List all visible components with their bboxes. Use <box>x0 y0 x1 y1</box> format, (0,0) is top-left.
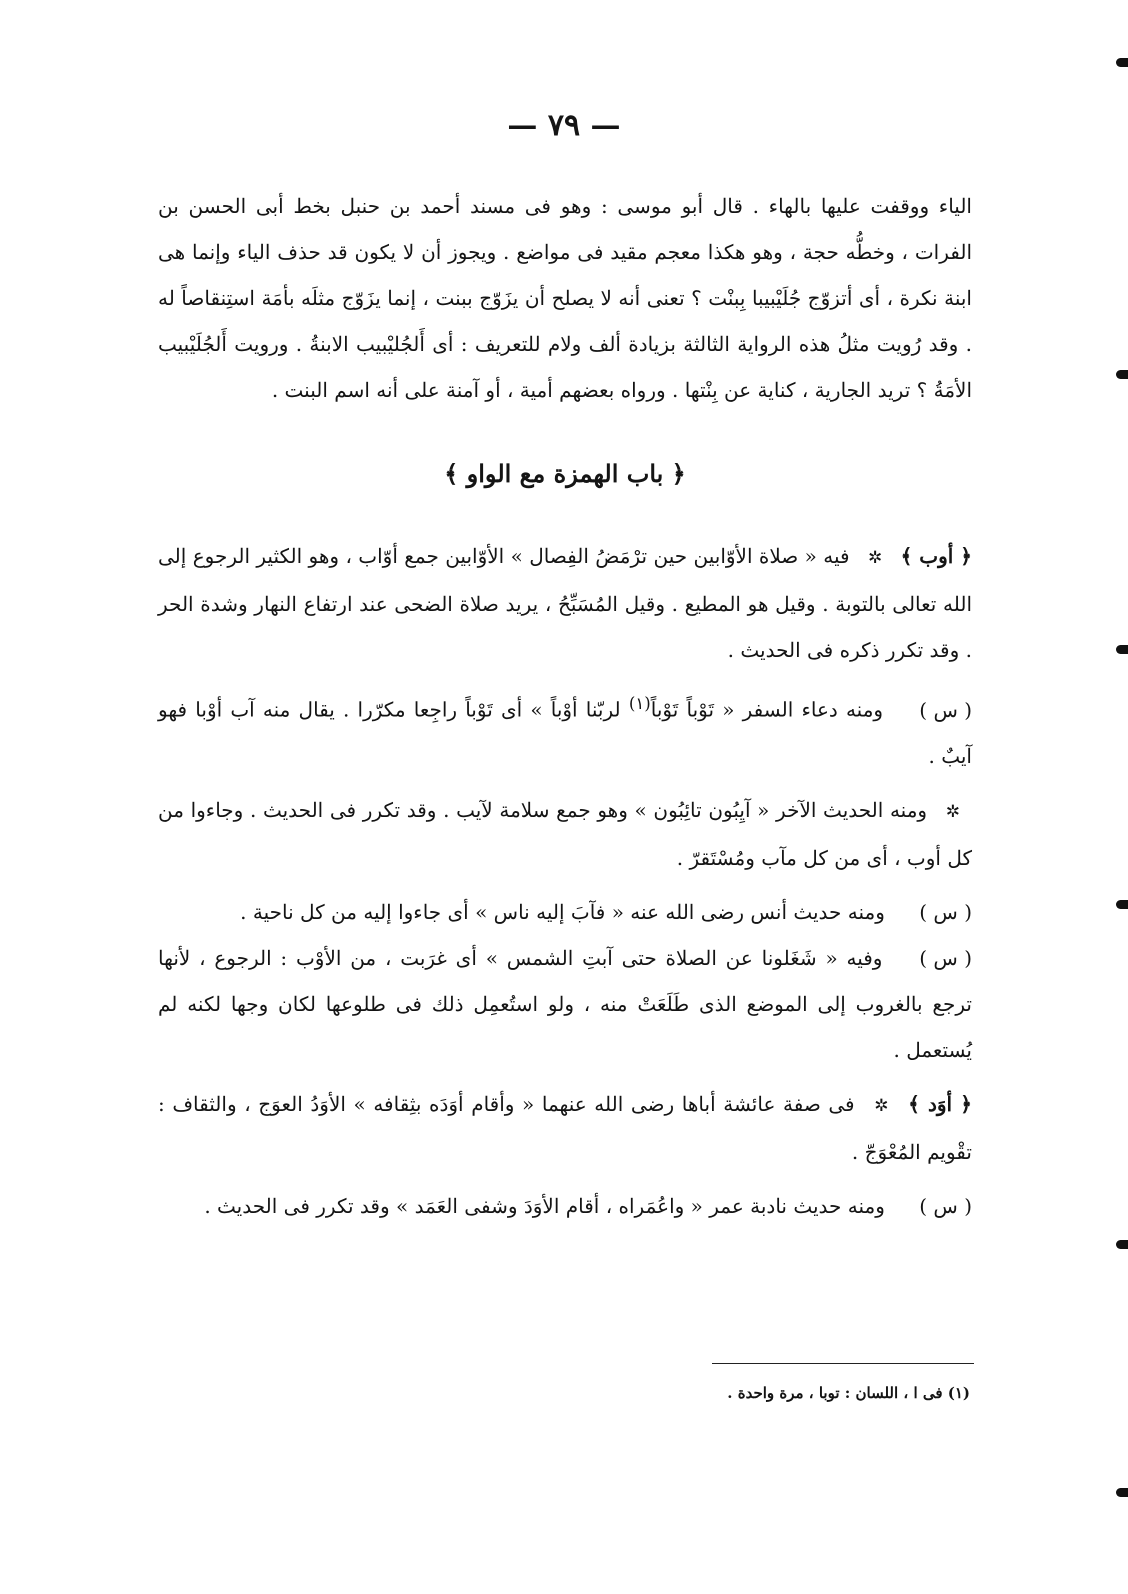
page-number: — ٧٩ — <box>507 108 621 143</box>
paragraph-continuation: الياء ووقفت عليها بالهاء . قال أبو موسى : وهو فى مسند أحمد بن حنبل بخط أبى الحسن بن الفرات ، وخطُّه حجة ، وهو هكذا معجم مقيد فى مواضع . ويجوز أن لا يكون قد حذف الياء وإنما هى ابنة نكرة ، أى أتزوّج جُلَيْبيبا بِبنْت ؟ تعنى أنه لا يصلح أن يزَوّج ببنت ، إنما يزَوّج مثلَه بأمَة استِنقاصاً له . وقد رُويت مثلُ هذه الرواية الثالثة بزيادة ألف ولام للتعريف : أى أَلجُليْبيب الابنةُ . ورويت أَلجُلَيْبيب الأمَةُ ؟ تريد الجارية ، كناية عن بِنْتها . ورواه بعضهم أمية ، أو آمنة على أنه اسم البنت . <box>158 194 973 402</box>
footnote-divider <box>712 1363 974 1364</box>
paragraph-umar <box>158 1183 972 1229</box>
paragraph-text: وفيه « شَغَلونا عن الصلاة حتى آبتِ الشمس » أى غرَبت ، من الأوْب : الرجوع ، لأنها ترجع بالغروب إلى الموضع الذى طَلَعَتْ منه ، ولو استُعمِل ذلك فى طلوعها لكان وجها لكنه لم يُستعمل . <box>158 945 972 1062</box>
main-text <box>158 183 972 1229</box>
star-icon: ✲ <box>867 548 883 568</box>
scan-edge-mark <box>1116 370 1128 379</box>
paragraph-shaghalu <box>158 935 972 1073</box>
scan-edge-mark <box>1116 1488 1128 1497</box>
paragraph-text: ومنه حديث نادبة عمر « واعُمَراه ، أقام الأوَدَ وشفى العَمَد » وقد تكرر فى الحديث . <box>204 1193 885 1218</box>
footnote: (١) فى ا ، اللسان : توبا ، مرة واحدة . <box>727 1384 970 1402</box>
paragraph-text: ومنه حديث أنس رضى الله عنه « فآبَ إليه ناس » أى جاءوا إليه من كل ناحية . <box>240 899 885 924</box>
scan-edge-mark <box>1116 645 1128 654</box>
entry-text: فيه « صلاة الأوّابين حين ترْمَضُ الفِصال » الأوّابين جمع أوّاب ، وهو الكثير الرجوع إلى الله تعالى بالتوبة . وقيل هو المطيع . وقيل المُسَبِّحُ ، يريد صلاة الضحى عند ارتفاع النهار وشدة الحر . وقد تكرر ذكره فى الحديث . <box>158 544 972 662</box>
chapter-heading: ﴿ باب الهمزة مع الواو ﴾ <box>444 459 686 488</box>
entry-awb <box>158 533 972 673</box>
paragraph-safar <box>158 681 972 779</box>
paragraph-anas <box>158 889 972 935</box>
paragraph-ayibun <box>158 787 972 881</box>
star-icon: ✲ <box>874 1095 889 1116</box>
scan-edge-mark <box>1116 900 1128 909</box>
siglum-label: ( س ) <box>919 945 972 970</box>
siglum-label: ( س ) <box>919 1193 972 1218</box>
scan-edge-mark <box>1116 1240 1128 1249</box>
siglum-label: ( س ) <box>919 697 973 722</box>
scan-edge-mark <box>1116 58 1128 67</box>
entry-headword: ﴿ أوَد ﴾ <box>908 1091 973 1116</box>
entry-text: فى صفة عائشة أباها رضى الله عنهما « وأقام أوَدَه بثِقافه » الأوَدُ العوَج ، والثقاف : تقْويم المُعْوَجّ . <box>158 1091 972 1164</box>
entry-headword: ﴿ أوب ﴾ <box>900 544 972 568</box>
siglum-label: ( س ) <box>919 899 972 924</box>
paragraph-text: لربّنا أوْباً » أى تَوْباً راجِعا مكرّرا . يقال منه آب أوْبا فهو آيبٌ . <box>158 697 972 768</box>
paragraph-text: ومنه الحديث الآخر « آيِبُون تائِبُون » وهو جمع سلامة لآيب . وقد تكرر فى الحديث . وجاءوا من كل أوب ، أى من كل مآب ومُسْتَقرّ . <box>158 797 972 870</box>
paragraph-text: ومنه دعاء السفر « تَوْباً تَوْباً <box>650 697 884 722</box>
star-icon: ✲ <box>945 801 960 822</box>
footnote-reference: (١) <box>628 694 651 713</box>
entry-awd <box>158 1081 972 1175</box>
